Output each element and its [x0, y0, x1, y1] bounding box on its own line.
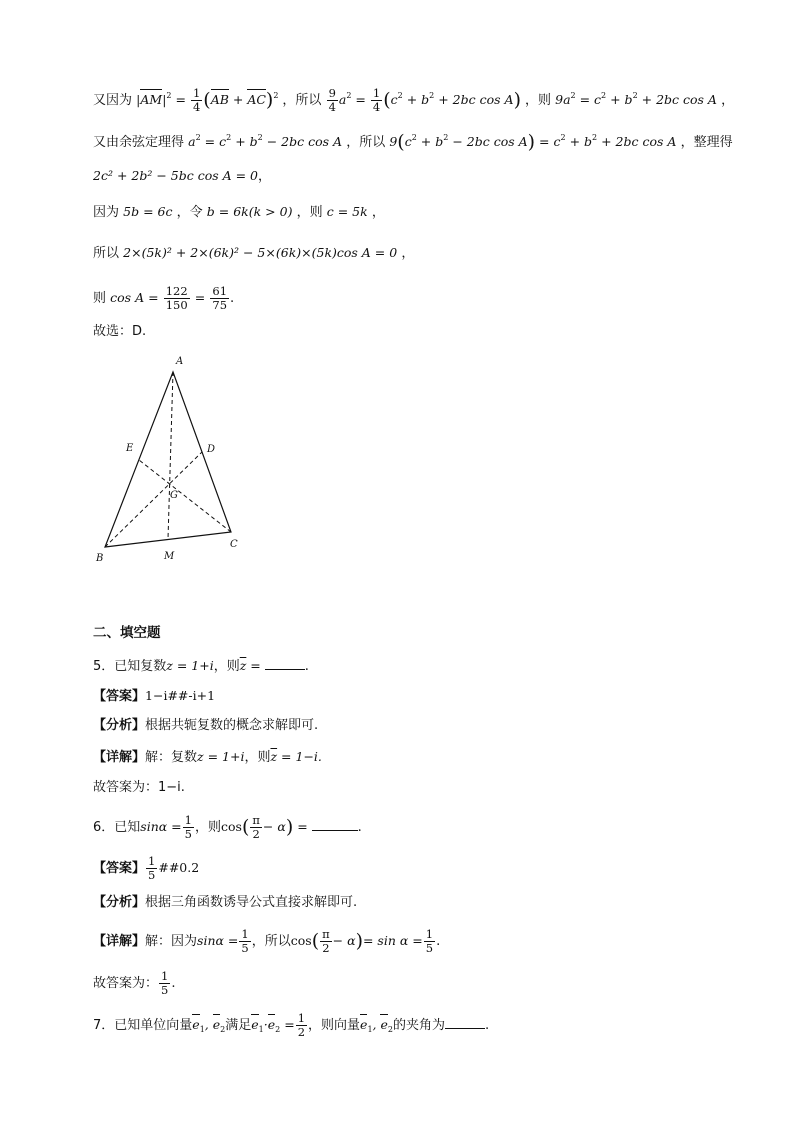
median-bd: [105, 452, 202, 547]
q6-answer-blank[interactable]: [312, 818, 358, 831]
q7-stem: 7．已知单位向量$e_1$, $e_2$满足$e_1\cdot e_2$ = $\frac{1}{2}$ ，则向量$e_1$, $e_2$的夹角为 .: [93, 1011, 490, 1039]
solution-line-1: 又因为 $|AM|^2$ = $\frac{1}{4}$ (AB + AC)$^2$ ，所以 $\frac{9}{4}$ $a^2$ = $\frac{1}{4}$ ($c^2 + b^2 + 2bc$ cos A) ，则 $9a^2 = c^2 + b^2 + 2bc$ cos A ，: [93, 86, 735, 114]
label-a: A: [176, 356, 184, 367]
q5-answer: 【答案】1−i##-i+1: [93, 688, 216, 704]
label-d: D: [207, 444, 216, 455]
triangle-abc: [105, 372, 231, 547]
formula-am-squared: $|AM|^2$ = $\frac{1}{4}$ (AB + AC)$^2$: [136, 86, 279, 114]
vectors-e1-e2-again: $e_1$, $e_2$: [360, 1017, 393, 1034]
dot-product: $e_1\cdot e_2$ =: [251, 1017, 295, 1034]
label-e: E: [126, 443, 134, 454]
solution-line-5: 所以 2×(5k)² + 2×(6k)² − 5×(6k)×(5k)cos A = 0 ，: [93, 245, 415, 261]
q6-stem: 6．已知sinα = $\frac{1}{5}$ ，则cos( $\frac{\pi}{2}$ − α) = .: [93, 813, 362, 841]
solution-line-4: 因为 5b = 6c ，令 b = 6k(k > 0) ，则 c = 5k ，: [93, 204, 385, 220]
formula-combined: $9(c^2 + b^2 - 2bc$ $\cos A) = c^2 + b^2 + 2bc$ cos A: [389, 131, 677, 153]
q5-answer-blank[interactable]: [265, 657, 305, 670]
q5-stem: 5．已知复数z = 1+i，则$\overline{z}$ = .: [93, 658, 309, 674]
solution-line-6: 则 cos A = $\frac{122}{150}$ = $\frac{61}{75}$ .: [93, 284, 235, 312]
q6-answer: 【答案】 $\frac{1}{5}$ ##0.2: [93, 854, 200, 882]
section-title: 二、填空题: [93, 625, 161, 641]
formula-9a2-expanded: $9a^2 = c^2 + b^2 + 2bc$ cos A: [555, 91, 717, 107]
label-b: B: [96, 553, 104, 564]
q5-analysis: 【分析】根据共轭复数的概念求解即可.: [93, 718, 319, 733]
vectors-e1-e2: $e_1$, $e_2$: [192, 1017, 226, 1034]
q6-detail: 【详解】解：因为sinα = $\frac{1}{5}$ ，所以cos( $\frac{\pi}{2}$ − α)= sin α = $\frac{1}{5}$ .: [93, 927, 441, 955]
solution-line-3: 2c² + 2b² − 5bc cos A = 0，: [93, 168, 272, 184]
formula-9a2: $\frac{9}{4}$ $a^2$ = $\frac{1}{4}$ ($c^2 + b^2 + 2bc$ cos A): [328, 86, 521, 114]
q5-final: 故答案为：1−i.: [93, 780, 185, 795]
q7-answer-blank[interactable]: [445, 1016, 485, 1029]
triangle-figure: [90, 350, 260, 575]
solution-line-2: 又由余弦定理得 $a^2 = c^2 + b^2 - 2bc$ cos A ，所以 $9(c^2 + b^2 - 2bc$ $\cos A) = c^2 + b^2 + 2bc$ cos A ，整理得: [93, 131, 733, 153]
q6-final: 故答案为： $\frac{1}{5}$ .: [93, 969, 176, 997]
label-m: M: [164, 551, 175, 562]
formula-cosine-law: $a^2 = c^2 + b^2 - 2bc$ cos A: [188, 133, 343, 149]
q5-detail: 【详解】解：复数z = 1+i，则$\overline{z} = 1-i$.: [93, 749, 322, 765]
label-c: C: [230, 539, 238, 550]
median-am: [168, 372, 173, 539]
median-ce: [139, 460, 231, 532]
solution-answer: 故选：D.: [93, 324, 147, 339]
q6-analysis: 【分析】根据三角函数诱导公式直接求解即可.: [93, 895, 358, 910]
label-g: G: [170, 490, 178, 501]
